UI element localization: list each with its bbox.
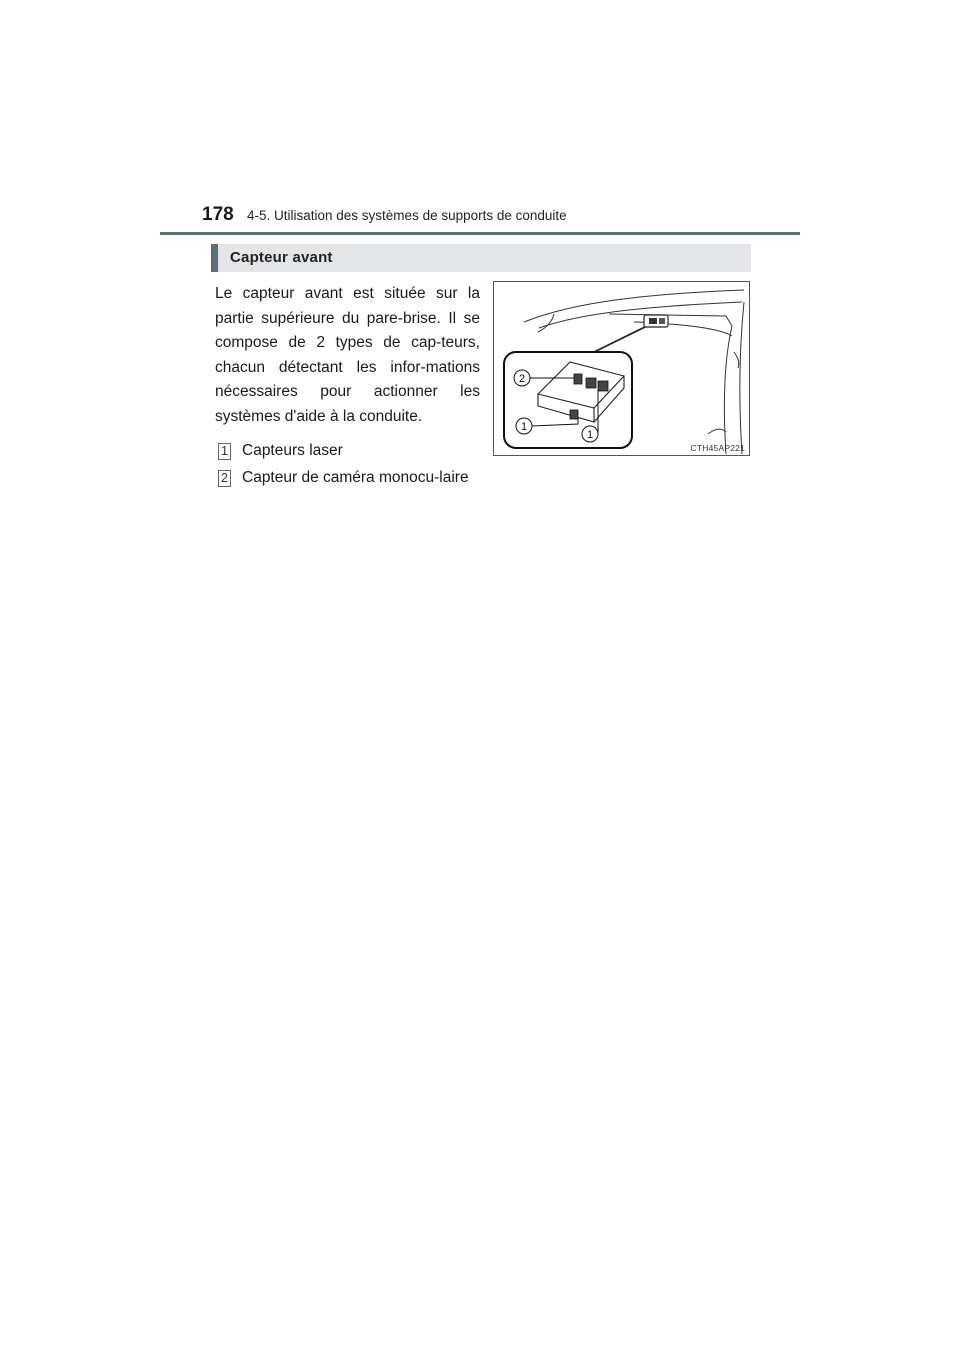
mirror-stalk: [538, 314, 554, 332]
item-number-badge: 1: [218, 443, 231, 460]
door-detail: [734, 352, 739, 368]
callout-label: 1: [520, 421, 528, 433]
figure-code: CTH45AP221: [690, 443, 745, 453]
section-header-bar: [211, 244, 751, 272]
running-header: 4-5. Utilisation des systèmes de supports de conduite: [247, 208, 567, 223]
callout-label: 2: [518, 373, 526, 385]
section-title: Capteur avant: [230, 249, 333, 266]
callout-label: 1: [586, 429, 594, 441]
item-label: Capteur de caméra monocu-laire: [242, 469, 469, 486]
page-number: 178: [202, 204, 234, 225]
item-number-badge: 2: [218, 470, 231, 487]
a-pillar-outer: [740, 302, 744, 454]
list-item: [215, 466, 480, 491]
windshield-sensor-drawing: [494, 282, 749, 455]
camera-lens: [574, 374, 582, 384]
laser-sensor: [570, 410, 578, 419]
item-label: Capteurs laser: [242, 442, 343, 459]
windshield-top-edge: [524, 290, 744, 322]
section-body-text: Le capteur avant est située sur la partie supérieure du pare-brise. Il se compose de 2 types de cap-teurs, chacun détectant les infor-mations nécessaires pour actionner les systèmes d'aide à la conduite.: [215, 285, 480, 425]
a-pillar: [724, 326, 732, 454]
sensor-illustration: [493, 281, 750, 456]
zoom-leader-line: [590, 327, 645, 354]
list-item: [215, 439, 480, 464]
header-rule: [160, 232, 800, 235]
interior-line: [708, 429, 726, 434]
